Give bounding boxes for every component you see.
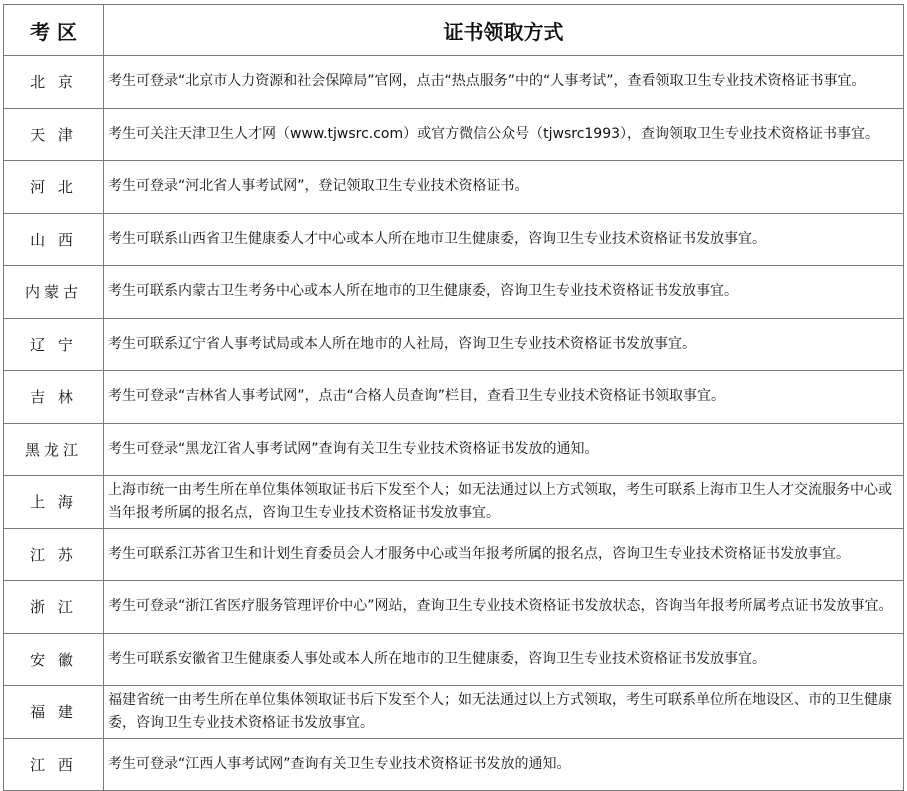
method-cell: 上海市统一由考生所在单位集体领取证书后下发至个人；如无法通过以上方式领取，考生可联系上海市卫生人才交流服务中心或当年报考所属的报名点，咨询卫生专业技术资格证书发放事宜。	[104, 476, 904, 529]
method-cell: 考生可登录“河北省人事考试网”，登记领取卫生专业技术资格证书。	[104, 161, 904, 214]
method-cell: 考生可登录“吉林省人事考试网”，点击“合格人员查询”栏目，查看卫生专业技术资格证书领取事宜。	[104, 371, 904, 424]
table-row	[4, 213, 904, 266]
method-cell: 考生可登录“浙江省医疗服务管理评价中心”网站，查询卫生专业技术资格证书发放状态，咨询当年报考所属考点证书发放事宜。	[104, 581, 904, 634]
method-cell: 考生可登录“黑龙江省人事考试网”查询有关卫生专业技术资格证书发放的通知。	[104, 423, 904, 476]
table-row	[4, 108, 904, 161]
table-row	[4, 371, 904, 424]
table-row	[4, 423, 904, 476]
region-column-header: 考 区	[4, 5, 104, 56]
table-row	[4, 633, 904, 686]
region-cell: 北 京	[4, 56, 104, 109]
table-header-row	[4, 5, 904, 56]
method-cell: 考生可联系辽宁省人事考试局或本人所在地市的人社局，咨询卫生专业技术资格证书发放事宜。	[104, 318, 904, 371]
table-row	[4, 318, 904, 371]
table-row	[4, 581, 904, 634]
table-row	[4, 476, 904, 529]
table-row	[4, 161, 904, 214]
region-cell: 山 西	[4, 213, 104, 266]
method-cell: 考生可联系安徽省卫生健康委人事处或本人所在地市的卫生健康委，咨询卫生专业技术资格证书发放事宜。	[104, 633, 904, 686]
table-row	[4, 266, 904, 319]
method-cell: 福建省统一由考生所在单位集体领取证书后下发至个人；如无法通过以上方式领取，考生可联系单位所在地设区、市的卫生健康委，咨询卫生专业技术资格证书发放事宜。	[104, 686, 904, 739]
method-cell: 考生可登录“江西人事考试网”查询有关卫生专业技术资格证书发放的通知。	[104, 738, 904, 790]
method-cell: 考生可登录“北京市人力资源和社会保障局”官网，点击“热点服务”中的“人事考试”，查看领取卫生专业技术资格证书事宜。	[104, 56, 904, 109]
region-cell: 福 建	[4, 686, 104, 739]
table-row	[4, 738, 904, 790]
method-column-header: 证书领取方式	[104, 5, 904, 56]
region-cell: 浙 江	[4, 581, 104, 634]
table-row	[4, 56, 904, 109]
method-cell: 考生可联系内蒙古卫生考务中心或本人所在地市的卫生健康委，咨询卫生专业技术资格证书发放事宜。	[104, 266, 904, 319]
region-cell: 河 北	[4, 161, 104, 214]
table-row	[4, 686, 904, 739]
method-cell: 考生可联系江苏省卫生和计划生育委员会人才服务中心或当年报考所属的报名点，咨询卫生专业技术资格证书发放事宜。	[104, 528, 904, 581]
certificate-collection-table	[3, 4, 904, 791]
region-cell: 黑龙江	[4, 423, 104, 476]
region-cell: 内蒙古	[4, 266, 104, 319]
region-cell: 安 徽	[4, 633, 104, 686]
region-cell: 天 津	[4, 108, 104, 161]
region-cell: 辽 宁	[4, 318, 104, 371]
region-cell: 上 海	[4, 476, 104, 529]
method-cell: 考生可关注天津卫生人才网（www.tjwsrc.com）或官方微信公众号（tjwsrc1993），查询领取卫生专业技术资格证书事宜。	[104, 108, 904, 161]
table-row	[4, 528, 904, 581]
method-cell: 考生可联系山西省卫生健康委人才中心或本人所在地市卫生健康委，咨询卫生专业技术资格证书发放事宜。	[104, 213, 904, 266]
region-cell: 江 苏	[4, 528, 104, 581]
region-cell: 江 西	[4, 738, 104, 790]
region-cell: 吉 林	[4, 371, 104, 424]
